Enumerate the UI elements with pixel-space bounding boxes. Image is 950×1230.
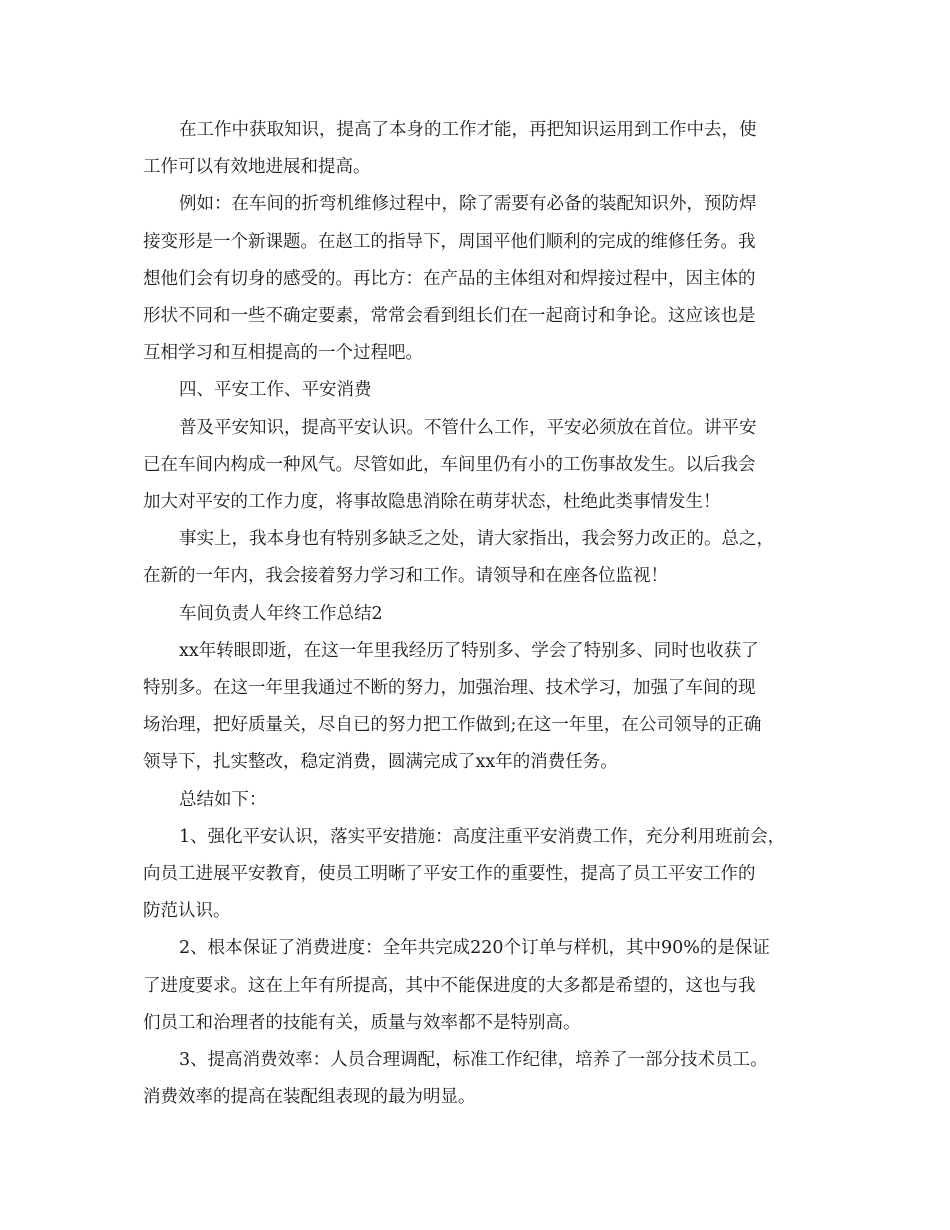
list-item — [143, 930, 811, 1042]
section-heading — [143, 372, 811, 409]
text-line: 总结如下： — [179, 789, 267, 810]
text-line: 例如：在车间的折弯机维修过程中，除了需要有必备的装配知识外，预防焊 — [179, 194, 757, 215]
text-line: 四、平安工作、平安消费 — [179, 380, 372, 401]
text-line: 了进度要求。这在上年有所提高，其中不能保进度的大多都是希望的，这也与我 — [143, 975, 756, 996]
document-body — [143, 112, 811, 1116]
text-line: 车间负责人年终工作总结2 — [179, 603, 383, 624]
text-line: 加大对平安的工作力度，将事故隐患消除在萌芽状态，杜绝此类事情发生！ — [143, 492, 721, 513]
text-line: 事实上，我本身也有特别多缺乏之处，请大家指出，我会努力改正的。总之， — [179, 529, 774, 550]
text-line: 防范认识。 — [143, 901, 231, 922]
paragraph — [143, 782, 811, 819]
text-line: 想他们会有切身的感受的。再比方：在产品的主体组对和焊接过程中，因主体的 — [143, 268, 756, 289]
section-title — [143, 596, 811, 633]
paragraph — [143, 186, 811, 372]
paragraph — [143, 633, 811, 782]
list-item — [143, 819, 811, 931]
paragraph — [143, 410, 811, 522]
paragraph — [143, 112, 811, 186]
text-line: 在工作中获取知识，提高了本身的工作才能，再把知识运用到工作中去，使 — [179, 120, 757, 140]
text-line: 工作可以有效地进展和提高。 — [143, 157, 371, 178]
text-line: xx年转眼即逝，在这一年里我经历了特别多、学会了特别多、同时也收获了 — [179, 640, 759, 661]
text-line: 场治理，把好质量关，尽自已的努力把工作做到;在这一年里，在公司领导的正确 — [143, 715, 762, 736]
text-line: 消费效率的提高在装配组表现的最为明显。 — [143, 1087, 476, 1108]
text-line: 向员工进展平安教育，使员工明晰了平安工作的重要性，提高了员工平安工作的 — [143, 864, 756, 885]
text-line: 领导下，扎实整改，稳定消费，圆满完成了xx年的消费任务。 — [143, 752, 618, 773]
text-line: 普及平安知识，提高平安认识。不管什么工作，平安必须放在首位。讲平安 — [179, 417, 757, 438]
paragraph — [143, 521, 811, 595]
text-line: 接变形是一个新课题。在赵工的指导下，周国平他们顺利的完成的维修任务。我 — [143, 231, 756, 252]
text-line: 3、提高消费效率：人员合理调配，标准工作纪律，培养了一部分技术员工。 — [179, 1050, 768, 1071]
text-line: 们员工和治理者的技能有关，质量与效率都不是特别高。 — [143, 1012, 581, 1033]
text-line: 1、强化平安认识，落实平安措施：高度注重平安消费工作，充分利用班前会， — [179, 826, 786, 847]
text-line: 互相学习和互相提高的一个过程吧。 — [143, 343, 423, 364]
text-line: 特别多。在这一年里我通过不断的努力，加强治理、技术学习，加强了车间的现 — [143, 678, 756, 699]
text-line: 2、根本保证了消费进度：全年共完成220个订单与样机，其中90%的是保证 — [179, 938, 770, 959]
text-line: 在新的一年内，我会接着努力学习和工作。请领导和在座各位监视！ — [143, 566, 668, 587]
list-item — [143, 1042, 811, 1116]
text-line: 已在车间内构成一种风气。尽管如此，车间里仍有小的工伤事故发生。以后我会 — [143, 454, 756, 475]
text-line: 形状不同和一些不确定要素，常常会看到组长们在一起商讨和争论。这应该也是 — [143, 306, 756, 327]
